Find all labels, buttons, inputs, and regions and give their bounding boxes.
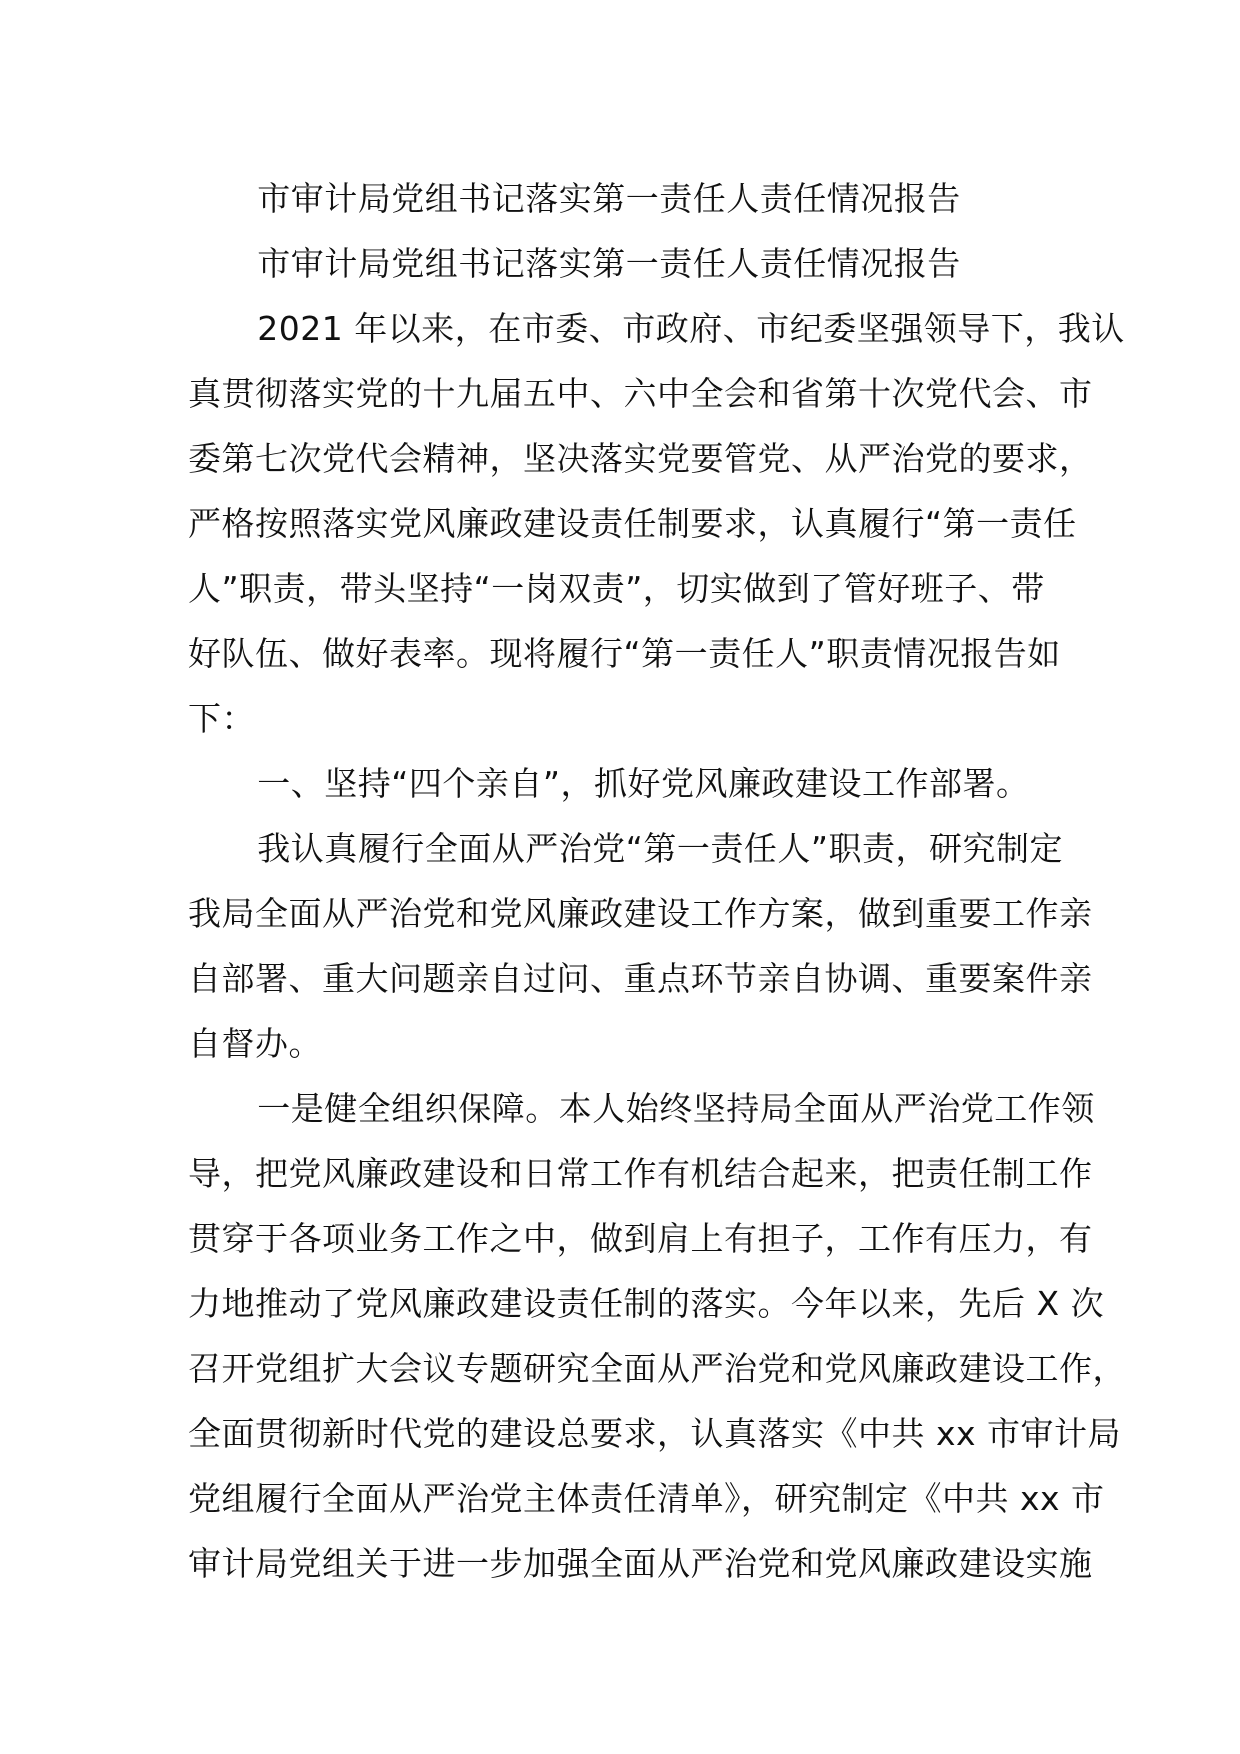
paragraph-organization — [188, 1076, 1126, 1596]
text-line: 自部署、重大问题亲自过问、重点环节亲自协调、重要案件亲 — [188, 959, 1093, 998]
text-line: 委第七次党代会精神，坚决落实党要管党、从严治党的要求， — [188, 439, 1093, 478]
text-line: 审计局党组关于进一步加强全面从严治党和党风廉政建设实施 — [188, 1544, 1093, 1583]
text-line: 人”职责，带头坚持“一岗双责”，切实做到了管好班子、带 — [188, 569, 1045, 608]
text-line: 2021 年以来，在市委、市政府、市纪委坚强领导下，我认 — [257, 309, 1125, 348]
document-body — [188, 166, 1126, 1596]
title-line: 市审计局党组书记落实第一责任人责任情况报告 — [257, 179, 961, 218]
text-line: 党组履行全面从严治党主体责任清单》，研究制定《中共 xx 市 — [188, 1479, 1105, 1518]
text-line: 召开党组扩大会议专题研究全面从严治党和党风廉政建设工作， — [188, 1349, 1126, 1388]
section-heading — [188, 751, 1068, 816]
text-line: 好队伍、做好表率。现将履行“第一责任人”职责情况报告如 — [188, 634, 1061, 673]
paragraph-duty — [188, 816, 1093, 1076]
text-line: 我认真履行全面从严治党“第一责任人”职责，研究制定 — [257, 829, 1063, 868]
text-line: 导，把党风廉政建设和日常工作有机结合起来，把责任制工作 — [188, 1154, 1093, 1193]
text-line: 严格按照落实党风廉政建设责任制要求，认真履行“第一责任 — [188, 504, 1077, 543]
document-title — [188, 166, 1068, 231]
subtitle-line: 市审计局党组书记落实第一责任人责任情况报告 — [257, 244, 961, 283]
paragraph-intro — [188, 296, 1125, 751]
text-line: 一、坚持“四个亲自”，抓好党风廉政建设工作部署。 — [257, 764, 1030, 803]
text-line: 力地推动了党风廉政建设责任制的落实。今年以来，先后 X 次 — [188, 1284, 1105, 1323]
text-line: 全面贯彻新时代党的建设总要求，认真落实《中共 xx 市审计局 — [188, 1414, 1122, 1453]
text-line: 我局全面从严治党和党风廉政建设工作方案，做到重要工作亲 — [188, 894, 1093, 933]
text-line: 下： — [188, 699, 255, 738]
text-line: 自督办。 — [188, 1024, 322, 1063]
text-line: 一是健全组织保障。本人始终坚持局全面从严治党工作领 — [257, 1089, 1095, 1128]
text-line: 贯穿于各项业务工作之中，做到肩上有担子，工作有压力，有 — [188, 1219, 1093, 1258]
text-line: 真贯彻落实党的十九届五中、六中全会和省第十次党代会、市 — [188, 374, 1093, 413]
document-subtitle — [188, 231, 1068, 296]
